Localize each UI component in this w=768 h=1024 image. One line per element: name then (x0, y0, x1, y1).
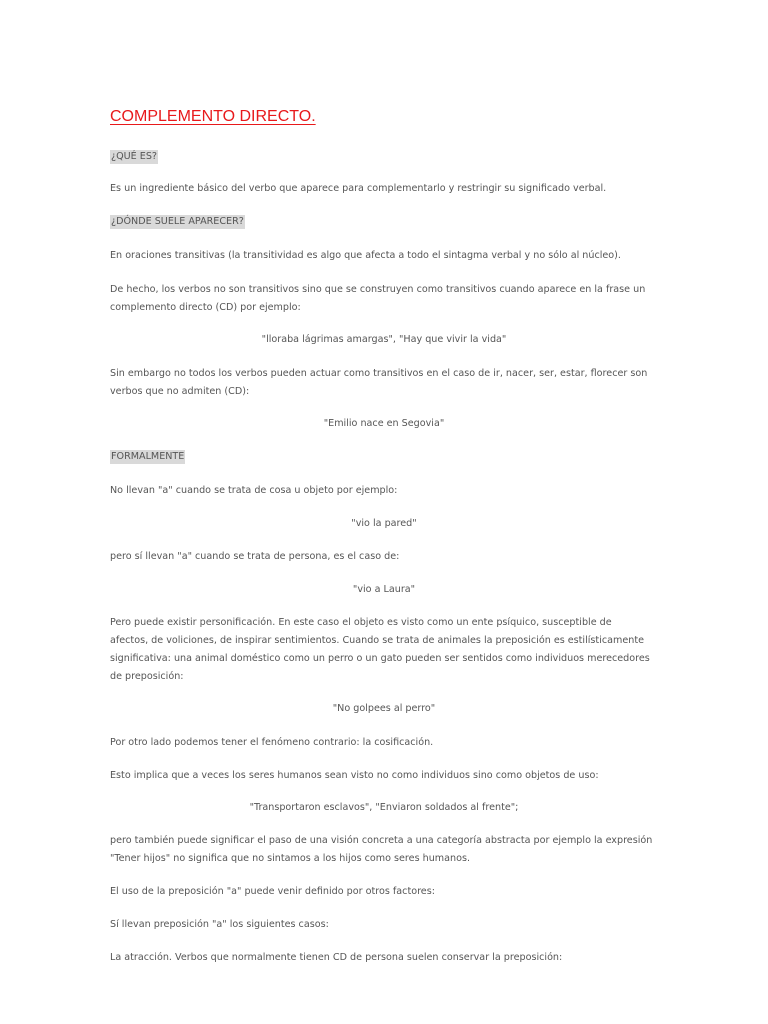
paragraph (110, 482, 397, 500)
text-line: De hecho, los verbos no son transitivos sino que se construyen como transitivos cuando aparece en la frase un (110, 284, 646, 295)
text-line: El uso de la preposición "a" puede venir definido por otros factores: (110, 886, 435, 897)
text-line: "Tener hijos" no significa que no sintamos a los hijos como seres humanos. (110, 853, 470, 864)
paragraph (110, 180, 606, 198)
example-quote (0, 515, 768, 533)
text-line: Sin embargo no todos los verbos pueden actuar como transitivos en el caso de ir, nacer, ser, estar, florecer son (110, 368, 648, 379)
paragraph (110, 916, 329, 934)
text-line: "No golpees al perro" (332, 703, 436, 714)
text-line: "vio a Laura" (352, 584, 416, 595)
text-line: No llevan "a" cuando se trata de cosa u objeto por ejemplo: (110, 485, 398, 496)
section-heading (110, 448, 185, 466)
text-line: complemento directo (CD) por ejemplo: (110, 302, 301, 313)
text-line: "Emilio nace en Segovia" (323, 418, 445, 429)
paragraph (110, 281, 645, 317)
section-heading (110, 213, 245, 231)
example-quote (0, 799, 768, 817)
example-quote (0, 581, 768, 599)
text-line: "vio la pared" (351, 518, 417, 529)
paragraph (110, 832, 652, 868)
text-line: La atracción. Verbos que normalmente tienen CD de persona suelen conservar la preposición: (110, 952, 563, 963)
paragraph (110, 247, 621, 265)
example-quote (0, 415, 768, 433)
text-line: significativa: una animal doméstico como un perro o un gato pueden ser sentidos como individuos merecedores (110, 653, 650, 664)
text-line: Pero puede existir personificación. En este caso el objeto es visto como un ente psíquico, susceptible de (110, 617, 612, 628)
example-quote (0, 700, 768, 718)
text-line: "Transportaron esclavos", "Enviaron soldados al frente"; (249, 802, 519, 813)
example-quote (0, 331, 768, 349)
text-line: ¿DÓNDE SUELE APARECER? (111, 216, 244, 227)
text-line: Por otro lado podemos tener el fenómeno contrario: la cosificación. (110, 737, 434, 748)
section-heading (110, 148, 158, 166)
text-line: Es un ingrediente básico del verbo que aparece para complementarlo y restringir su significado verbal. (110, 183, 607, 194)
text-line: ¿QUÉ ES? (111, 151, 158, 162)
paragraph (110, 949, 562, 967)
text-line: pero también puede significar el paso de una visión concreta a una categoría abstracta por ejemplo la expresión (110, 835, 653, 846)
text-line: verbos que no admiten (CD): (110, 386, 250, 397)
paragraph (110, 883, 435, 901)
text-line: afectos, de voliciones, de inspirar sentimientos. Cuando se trata de animales la preposición es estilísticamente (110, 635, 645, 646)
paragraph (110, 548, 399, 566)
paragraph (110, 734, 433, 752)
document-title: COMPLEMENTO DIRECTO. (110, 108, 316, 125)
text-line: de preposición: (110, 671, 184, 682)
text-line: En oraciones transitivas (la transitividad es algo que afecta a todo el sintagma verbal y no sólo al núcleo). (110, 250, 621, 261)
text-line: "lloraba lágrimas amargas", "Hay que vivir la vida" (261, 334, 507, 345)
text-line: FORMALMENTE (111, 451, 185, 462)
text-line: Esto implica que a veces los seres humanos sean visto no como individuos sino como objetos de uso: (110, 770, 599, 781)
paragraph (110, 365, 647, 401)
text-line: Sí llevan preposición "a" los siguientes casos: (110, 919, 329, 930)
text-line: pero sí llevan "a" cuando se trata de persona, es el caso de: (110, 551, 400, 562)
paragraph (110, 767, 599, 785)
paragraph (110, 614, 650, 686)
